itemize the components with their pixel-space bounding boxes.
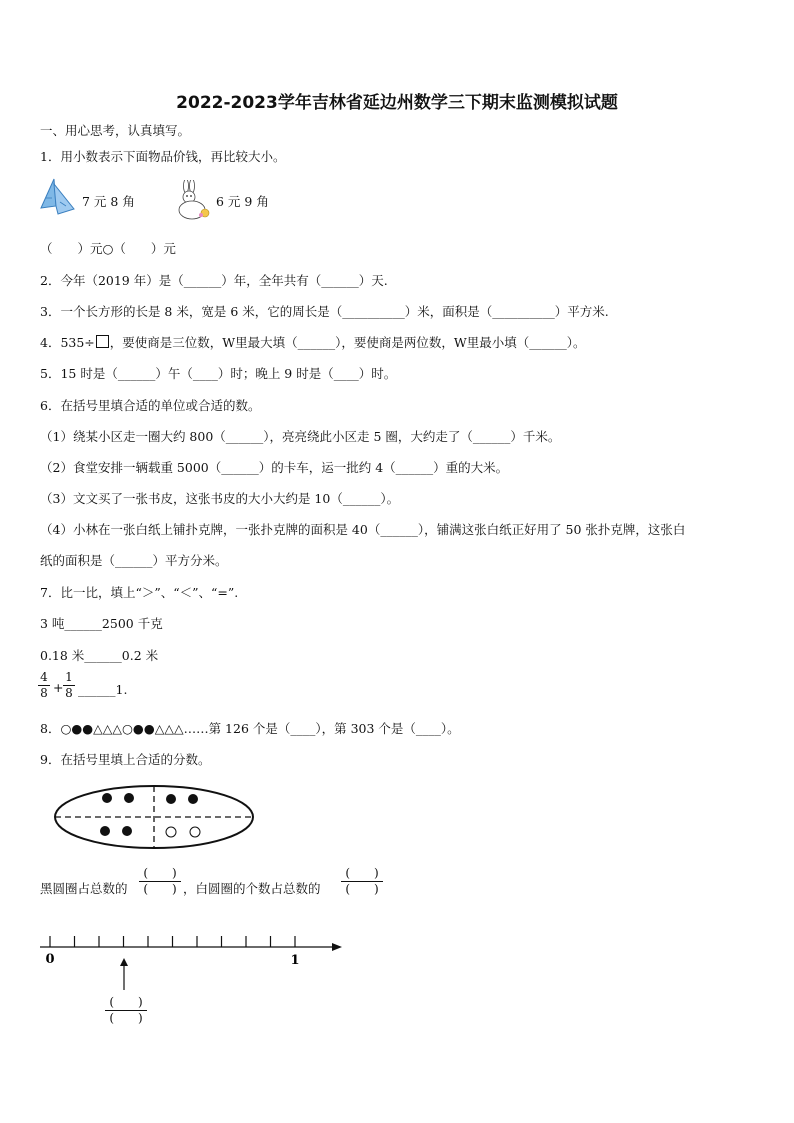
- q9-white-text: ，白圆圈的个数占总数的: [183, 881, 321, 896]
- white-circle: [190, 827, 200, 837]
- fraction-denominator: 8: [63, 685, 75, 701]
- arrow-right-icon: [332, 943, 342, 951]
- fraction-denominator: 8: [38, 685, 50, 701]
- question-4: [40, 333, 586, 351]
- question-8: 8．○●●△△△○●●△△△……第 126 个是（____），第 303 个是（____）。: [40, 721, 460, 736]
- q7-compare-1: 3 吨______2500 千克: [40, 616, 163, 631]
- fraction-numerator-blank[interactable]: ( ): [143, 866, 177, 880]
- q6-part-1: （1）绕某小区走一圈大约 800（______），亮亮绕此小区走 5 圈，大约走了（______）千米。: [40, 429, 561, 444]
- q6-part-2: （2）食堂安排一辆载重 5000（______）的卡车，运一批约 4（______）重的大米。: [40, 460, 509, 475]
- black-circle: [122, 826, 132, 836]
- plus-sign: +: [53, 680, 64, 695]
- question-7: 7．比一比，填上“＞”、“＜”、“=”.: [40, 585, 239, 600]
- triangle-ruler-icon: [38, 176, 78, 216]
- square-box-icon: [96, 335, 109, 348]
- arrow-up-icon: [120, 958, 128, 966]
- question-6: 6．在括号里填合适的单位或合适的数。: [40, 398, 261, 413]
- black-circle: [124, 793, 134, 803]
- rabbit-toy-icon: [172, 180, 214, 222]
- circle-ellipse-diagram: [50, 782, 260, 852]
- fraction-numerator: 4: [40, 670, 48, 684]
- black-circle: [166, 794, 176, 804]
- q7-compare-3: ______1.: [78, 682, 128, 697]
- black-circle: [100, 826, 110, 836]
- question-3: 3．一个长方形的长是 8 米，宽是 6 米，它的周长是（__________）米，面积是（__________）平方米.: [40, 304, 609, 319]
- q7-compare-2: 0.18 米______0.2 米: [40, 648, 159, 663]
- q6-part-4-line-2: 纸的面积是（______）平方分米。: [40, 553, 228, 568]
- q9-blank-fraction-3: [105, 995, 147, 1026]
- question-9: 9．在括号里填上合适的分数。: [40, 752, 211, 767]
- q9-black-text: 黑圆圈占总数的: [40, 881, 128, 896]
- fraction-denominator-blank[interactable]: ( ): [105, 1010, 147, 1026]
- fraction-denominator-blank[interactable]: ( ): [139, 881, 181, 897]
- axis-label-zero: 0: [45, 952, 55, 967]
- q4-text-after: ，要使商是三位数，W里最大填（______），要使商是两位数，W里最小填（______）。: [109, 335, 586, 350]
- black-circle: [188, 794, 198, 804]
- number-line-ticks: [50, 936, 295, 947]
- q6-part-4-line-1: （4）小林在一张白纸上铺扑克牌，一张扑克牌的面积是 40（______），铺满这张白纸正好用了 50 张扑克牌，这张白: [40, 522, 686, 537]
- q9-blank-fraction-2: [341, 866, 383, 897]
- fraction-denominator-blank[interactable]: ( ): [341, 881, 383, 897]
- section-heading: 一、用心思考，认真填写。: [40, 123, 191, 138]
- white-circle: [166, 827, 176, 837]
- page-title: 2022-2023学年吉林省延边州数学三下期末监测模拟试题: [176, 93, 618, 113]
- axis-label-one: 1: [290, 953, 300, 968]
- item1-price: 7 元 8 角: [82, 194, 135, 209]
- question-1: 1．用小数表示下面物品价钱，再比较大小。: [40, 149, 286, 164]
- item2-price: 6 元 9 角: [216, 194, 269, 209]
- question-5: 5．15 时是（______）午（____）时；晚上 9 时是（____）时。: [40, 366, 397, 381]
- q7-fraction-2: [63, 670, 75, 701]
- q7-fraction-1: [38, 670, 50, 701]
- q6-part-3: （3）文文买了一张书皮，这张书皮的大小大约是 10（______）。: [40, 491, 400, 506]
- fraction-numerator: 1: [65, 670, 73, 684]
- q9-blank-fraction-1: [139, 866, 181, 897]
- q1-answer: （ ）元○（ ）元: [40, 241, 176, 256]
- black-circle: [102, 793, 112, 803]
- number-line: [36, 926, 352, 996]
- q4-text-before: 4．535÷: [40, 335, 95, 350]
- question-2: 2．今年（2019 年）是（______）年，全年共有（______）天.: [40, 273, 388, 288]
- fraction-numerator-blank[interactable]: ( ): [109, 995, 143, 1009]
- fraction-numerator-blank[interactable]: ( ): [345, 866, 379, 880]
